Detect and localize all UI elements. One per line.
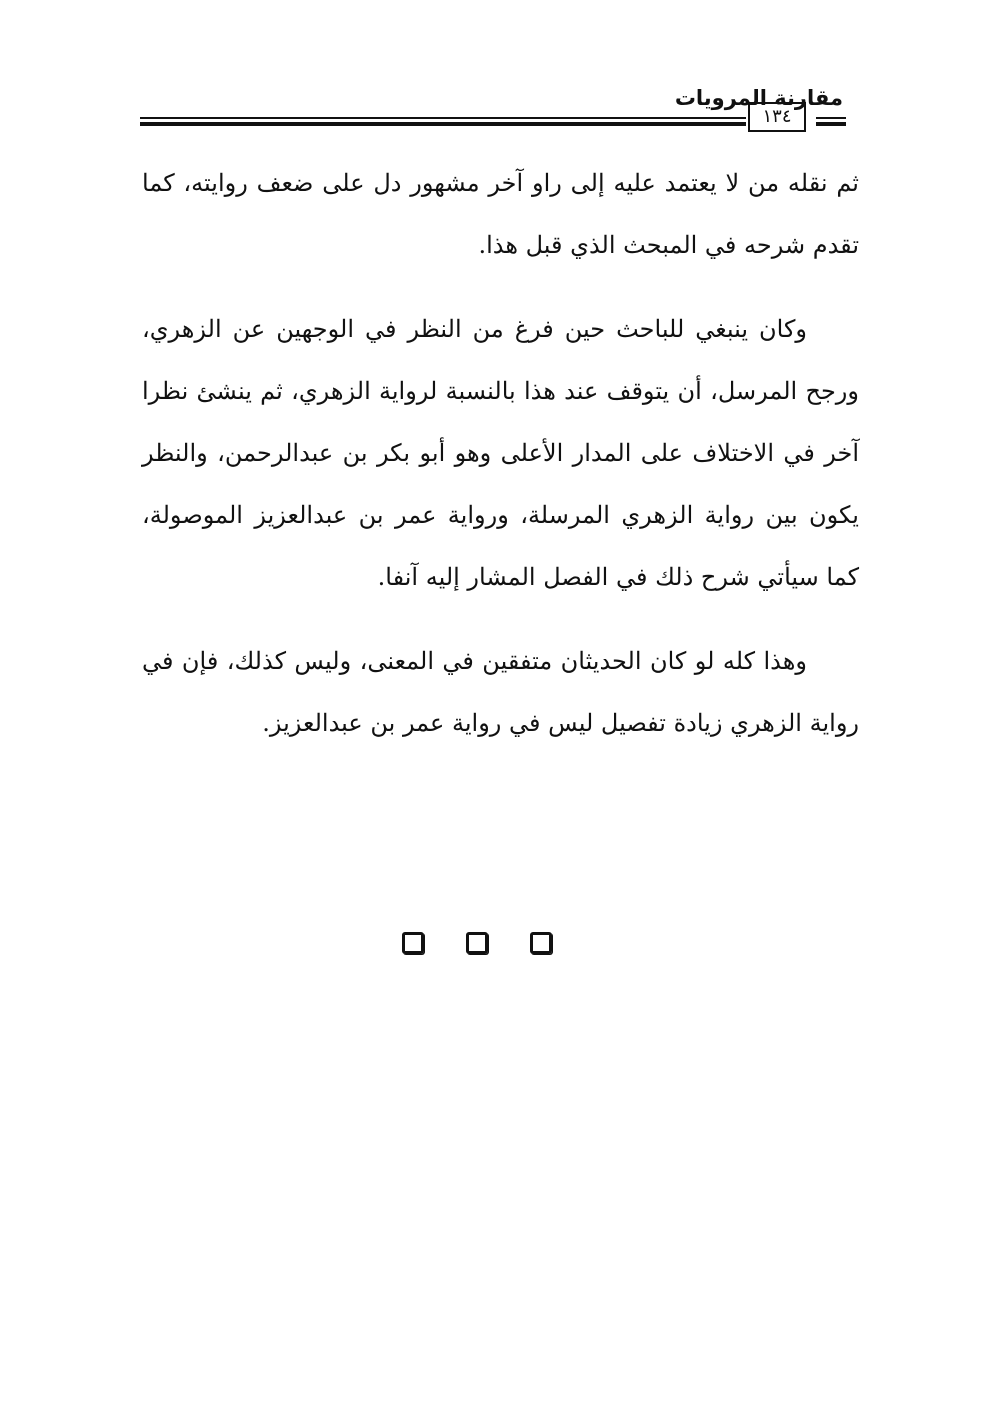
paragraph-continuation: ثم نقله من لا يعتمد عليه إلى راو آخر مشهور دل على ضعف روايته، كما تقدم شرحه في المبحث الذي قبل هذا.: [142, 169, 859, 259]
page-number-side-rule: [816, 113, 846, 126]
header-rule-thick: [140, 122, 746, 126]
running-header-title: مقارنة المرويات: [674, 86, 843, 110]
paragraph: وهذا كله لو كان الحديثان متفقين في المعنى، وليس كذلك، فإن في رواية الزهري زيادة تفصيل ليس في رواية عمر بن عبدالعزيز.: [142, 647, 859, 737]
section-end-marks: [402, 932, 552, 958]
page-number: ١٣٤: [762, 106, 792, 127]
side-rule-thick: [816, 122, 846, 126]
square-mark-icon: [402, 932, 424, 954]
header-double-rule: [140, 113, 746, 126]
body-text: [142, 152, 859, 754]
paragraph: وكان ينبغي للباحث حين فرغ من النظر في الوجهين عن الزهري، ورجح المرسل، أن يتوقف عند هذا بالنسبة لرواية الزهري، ثم ينشئ نظرا آخر في الاختلاف على المدار الأعلى وهو أبو بكر بن عبدالرحمن، والنظر يكون بين رواية الزهري المرسلة، ورواية عمر بن عبدالعزيز الموصولة، كما سيأتي شرح ذلك في الفصل المشار إليه آنفا.: [142, 315, 859, 591]
side-rule-thin: [816, 117, 846, 119]
header-rule-thin: [140, 117, 746, 119]
square-mark-icon: [466, 932, 488, 954]
page-number-box: [748, 102, 806, 132]
square-mark-icon: [530, 932, 552, 954]
